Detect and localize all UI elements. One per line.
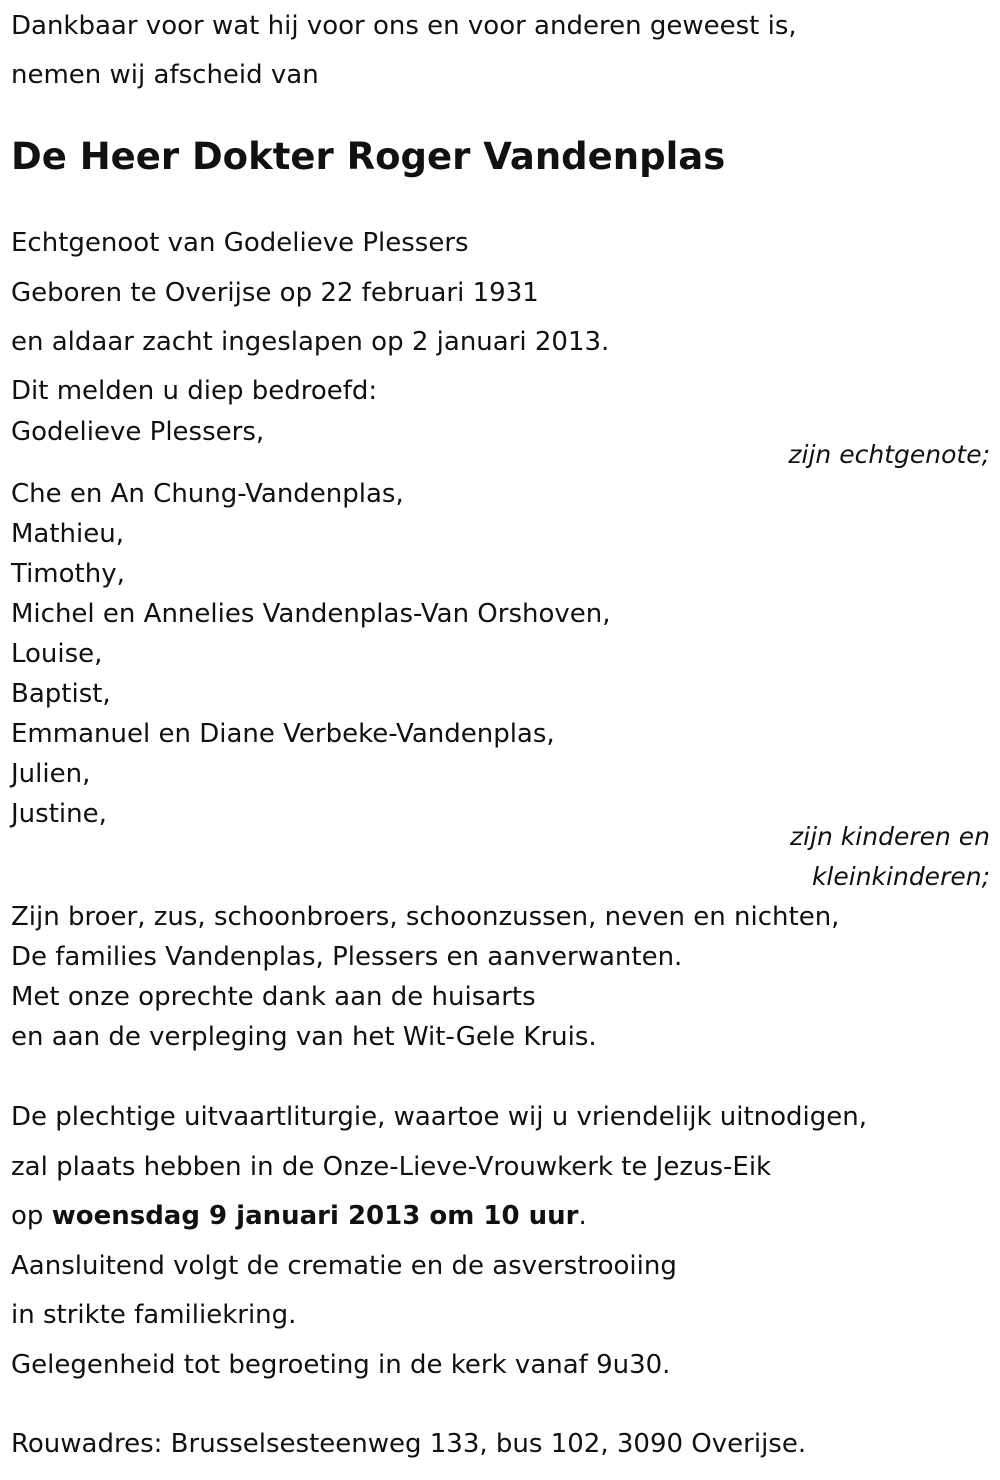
service-datetime: woensdag 9 januari 2013 om 10 uur [51,1201,579,1231]
service-prefix: op [11,1201,52,1231]
announcement: Dit melden u diep bedroefd: [11,376,378,406]
service-datetime-line [11,1200,587,1232]
thanks-line: Met onze oprechte dank aan de huisarts [11,982,536,1012]
detail-spouse: Echtgenoot van Godelieve Plessers [11,228,469,258]
service-line-5: in strikte familiekring. [11,1300,297,1330]
detail-died: en aldaar zacht ingeslapen op 2 januari 2013. [11,327,610,357]
thanks-line: en aan de verpleging van het Wit-Gele Kruis. [11,1022,597,1052]
deceased-name: De Heer Dokter Roger Vandenplas [11,135,726,178]
mourning-address: Rouwadres: Brusselsesteenweg 133, bus 102, 3090 Overijse. [11,1429,807,1459]
family-line: De families Vandenplas, Plessers en aanverwanten. [11,942,683,972]
list-item: Louise, [11,639,103,669]
list-item: Julien, [11,759,91,789]
children-relation-line-1: zijn kinderen en [790,822,990,851]
service-line-1: De plechtige uitvaartliturgie, waartoe wij u vriendelijk uitnodigen, [11,1102,868,1132]
family-line: Zijn broer, zus, schoonbroers, schoonzussen, neven en nichten, [11,902,840,932]
list-item: Michel en Annelies Vandenplas-Van Orshoven, [11,599,611,629]
intro-line-2: nemen wij afscheid van [11,60,319,90]
list-item: Justine, [11,799,107,829]
list-item: Timothy, [11,559,125,589]
list-item: Mathieu, [11,519,125,549]
service-line-6: Gelegenheid tot begroeting in de kerk vanaf 9u30. [11,1350,671,1380]
service-line-4: Aansluitend volgt de crematie en de asverstrooiing [11,1251,677,1281]
service-suffix: . [578,1201,587,1231]
children-relation-line-2: kleinkinderen; [811,862,990,891]
service-line-2: zal plaats hebben in de Onze-Lieve-Vrouwkerk te Jezus-Eik [11,1152,772,1182]
list-item: Che en An Chung-Vandenplas, [11,479,404,509]
intro-line-1: Dankbaar voor wat hij voor ons en voor anderen geweest is, [11,11,797,41]
detail-born: Geboren te Overijse op 22 februari 1931 [11,278,539,308]
list-item: Emmanuel en Diane Verbeke-Vandenplas, [11,719,555,749]
spouse-relation: zijn echtgenote; [788,440,990,469]
spouse-name: Godelieve Plessers, [11,417,265,447]
list-item: Baptist, [11,679,111,709]
